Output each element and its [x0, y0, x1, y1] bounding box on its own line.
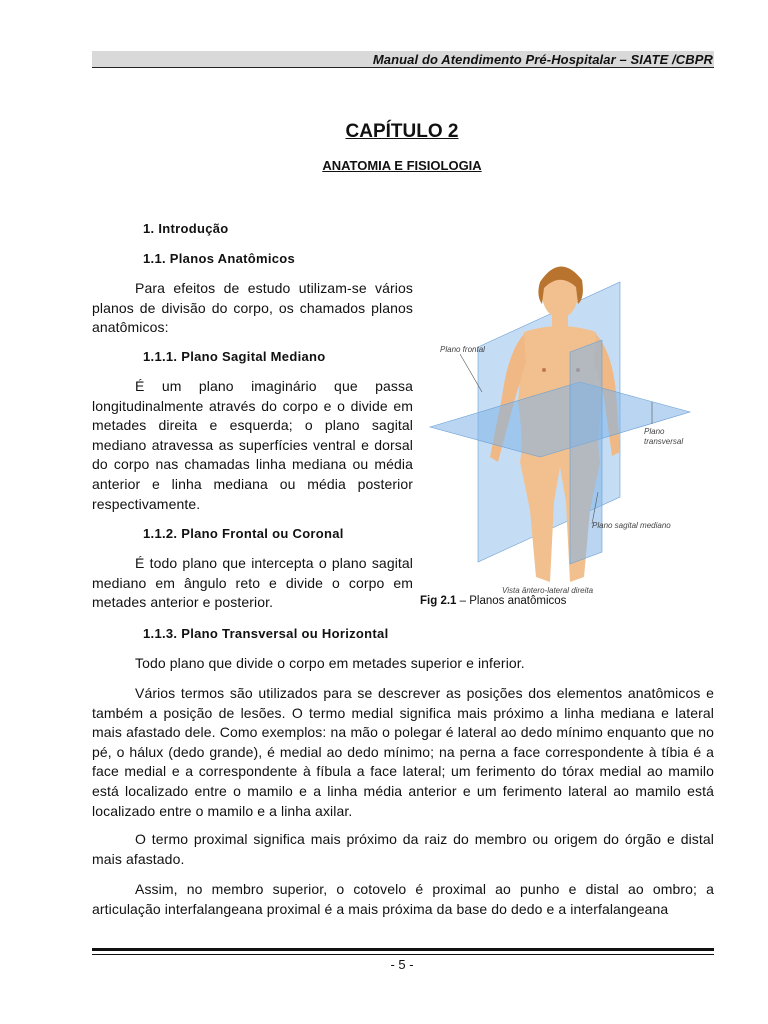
figure-caption: [420, 595, 566, 607]
label-plano-transversal-2: transversal: [644, 437, 684, 446]
label-plano-sagital: Plano sagital mediano: [592, 521, 671, 530]
footer-rule-thick: [92, 948, 714, 951]
sagittal-plane: [570, 340, 602, 564]
header-title: Manual do Atendimento Pré-Hospitalar – SIATE /CBPR: [372, 52, 713, 67]
heading-planos-anatomicos: 1.1. Planos Anatômicos: [143, 251, 296, 266]
paragraph-transversal: Todo plano que divide o corpo em metades superior e inferior.: [135, 655, 525, 671]
paragraph-planos: Para efeitos de estudo utilizam-se vários planos de divisão do corpo, os chamados planos anatômicos:: [92, 280, 413, 336]
paragraph-assim: Assim, no membro superior, o cotovelo é proximal ao punho e distal ao ombro; a articulação interfalangeana proximal é a mais próxima da base do dedo e a interfalangeana: [92, 881, 714, 917]
paragraph-proximal: O termo proximal significa mais próximo da raiz do membro ou origem do órgão e distal mais afastado.: [92, 831, 714, 867]
anatomical-planes-figure: [420, 252, 710, 597]
paragraph-sagital: É um plano imaginário que passa longitudinalmente através do corpo e o divide em metades direita e esquerda; o plano sagital mediano atravessa as superfícies ventral e dorsal do corpo nas chamadas linha mediana ou média anterior e linha mediana ou média posterior respectivamente.: [92, 378, 413, 512]
chapter-title: CAPÍTULO 2: [345, 121, 459, 142]
chapter-subtitle: ANATOMIA E FISIOLOGIA: [322, 158, 482, 173]
footer-rule-thin: [92, 954, 714, 955]
label-plano-frontal: Plano frontal: [440, 345, 485, 354]
label-vista: Vista ântero-lateral direita: [502, 586, 594, 595]
figure-caption-number: Fig 2.1: [420, 595, 457, 607]
paragraph-frontal: É todo plano que intercepta o plano sagital mediano em ângulo reto e divide o corpo em metades anterior e posterior.: [92, 555, 413, 611]
page-number: - 5 -: [390, 957, 414, 972]
heading-plano-sagital: 1.1.1. Plano Sagital Mediano: [143, 349, 326, 364]
label-plano-transversal-1: Plano: [644, 427, 665, 436]
heading-plano-transversal: 1.1.3. Plano Transversal ou Horizontal: [143, 626, 389, 641]
heading-introducao: 1. Introdução: [143, 221, 229, 236]
figure-caption-text: – Planos anatômicos: [456, 595, 567, 607]
heading-plano-frontal: 1.1.2. Plano Frontal ou Coronal: [143, 526, 344, 541]
paragraph-termos: Vários termos são utilizados para se descrever as posições dos elementos anatômicos e também a posição de lesões. O termo medial significa mais próximo a linha mediana e lateral mais afastado dele. Como exemplos: na mão o polegar é lateral ao dedo mínimo enquanto que no pé, o hálux (dedo grande), é medial ao dedo mínimo; na perna a face correspondente à tíbia é a face medial e a correspondente à fíbula a face lateral; um ferimento do tórax medial ao mamilo está localizado entre o mamilo e a linha média anterior e um ferimento lateral ao mamilo está localizado entre o mamilo e a linha axilar.: [92, 685, 714, 819]
